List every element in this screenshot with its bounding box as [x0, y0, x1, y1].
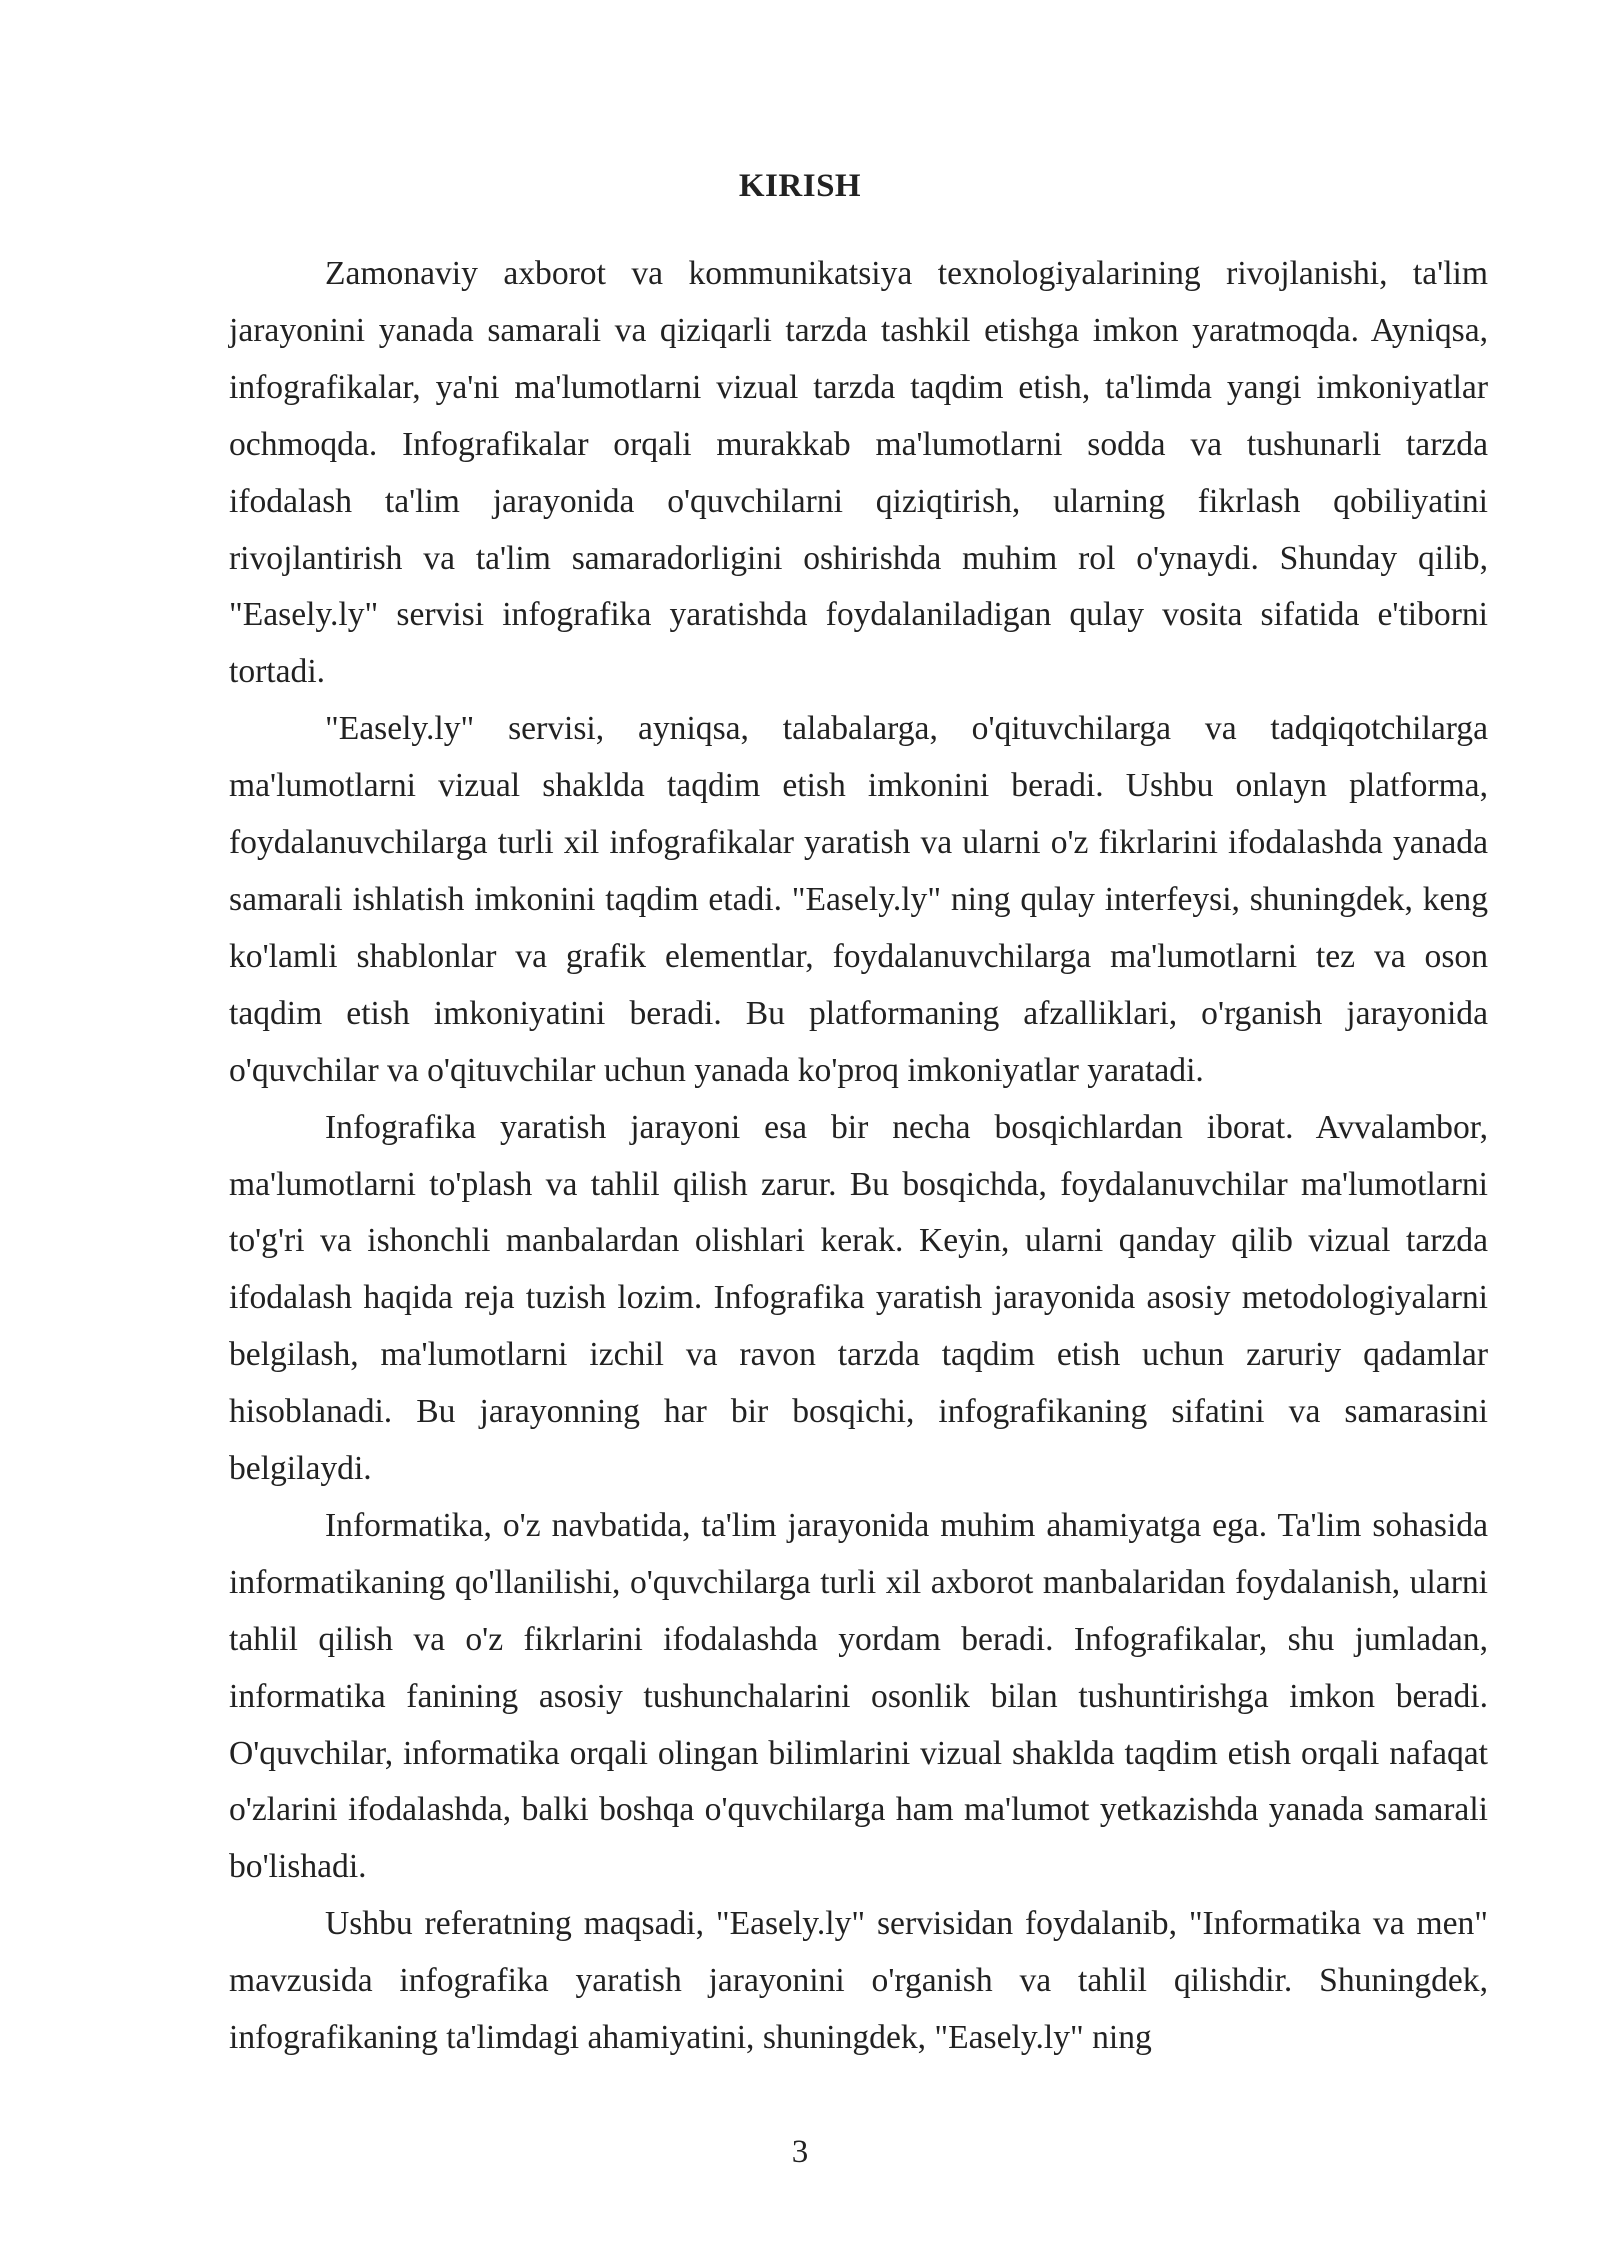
- paragraph-5: Ushbu referatning maqsadi, "Easely.ly" servisidan foydalanib, "Informatika va men" mavzusida infografika yaratish jarayonini o'rganish va tahlil qilishdir. Shuningdek, infografikaning ta'limdagi ahamiyatini, shuningdek, "Easely.ly" ning: [229, 1905, 1488, 2057]
- paragraph-1: Zamonaviy axborot va kommunikatsiya texnologiyalarining rivojlanishi, ta'lim jarayonini yanada samarali va qiziqarli tarzda tashkil etishga imkon yaratmoqda. Ayniqsa, infografikalar, ya'ni ma'lumotlarni vizual tarzda taqdim etish, ta'limda yangi imkoniyatlar ochmoqda. Infografikalar orqali murakkab ma'lumotlarni sodda va tushunarli tarzda ifodalash ta'lim jarayonida o'quvchilarni qiziqtirish, ularning fikrlash qobiliyatini rivojlantirish va ta'lim samaradorligini oshirishda muhim rol o'ynaydi. Shunday qilib, "Easely.ly" servisi infografika yaratishda foydalaniladigan qulay vosita sifatida e'tiborni tortadi.: [229, 255, 1488, 691]
- paragraph-3: Infografika yaratish jarayoni esa bir necha bosqichlardan iborat. Avvalambor, ma'lumotlarni to'plash va tahlil qilish zarur. Bu bosqichda, foydalanuvchilar ma'lumotlarni to'g'ri va ishonchli manbalardan olishlari kerak. Keyin, ularni qanday qilib vizual tarzda ifodalash haqida reja tuzish lozim. Infografika yaratish jarayonida asosiy metodologiyalarni belgilash, ma'lumotlarni izchil va ravon tarzda taqdim etish uchun zaruriy qadamlar hisoblanadi. Bu jarayonning har bir bosqichi, infografikaning sifatini va samarasini belgilaydi.: [229, 1108, 1488, 1488]
- page-title: KIRISH: [738, 168, 862, 204]
- paragraph-4: Informatika, o'z navbatida, ta'lim jarayonida muhim ahamiyatga ega. Ta'lim sohasida informatikaning qo'llanilishi, o'quvchilarga turli xil axborot manbalaridan foydalanish, ularni tahlil qilish va o'z fikrlarini ifodalashda yordam beradi. Infografikalar, shu jumladan, informatika fanining asosiy tushunchalarini osonlik bilan tushuntirishga imkon beradi. O'quvchilar, informatika orqali olingan bilimlarini vizual shaklda taqdim etish orqali nafaqat o'zlarini ifodalashda, balki boshqa o'quvchilarga ham ma'lumot yetkazishda yanada samarali bo'lishadi.: [229, 1506, 1488, 1886]
- page-number: 3: [791, 2134, 809, 2170]
- paragraph-2: "Easely.ly" servisi, ayniqsa, talabalarga, o'qituvchilarga va tadqiqotchilarga ma'lumotlarni vizual shaklda taqdim etish imkonini beradi. Ushbu onlayn platforma, foydalanuvchilarga turli xil infografikalar yaratish va ularni o'z fikrlarini ifodalashda yanada samarali ishlatish imkonini taqdim etadi. "Easely.ly" ning qulay interfeysi, shuningdek, keng ko'lamli shablonlar va grafik elementlar, foydalanuvchilarga ma'lumotlarni tez va oson taqdim etish imkoniyatini beradi. Bu platformaning afzalliklari, o'rganish jarayonida o'quvchilar va o'qituvchilar uchun yanada ko'proq imkoniyatlar yaratadi.: [229, 710, 1488, 1089]
- body-text: [229, 246, 1488, 2067]
